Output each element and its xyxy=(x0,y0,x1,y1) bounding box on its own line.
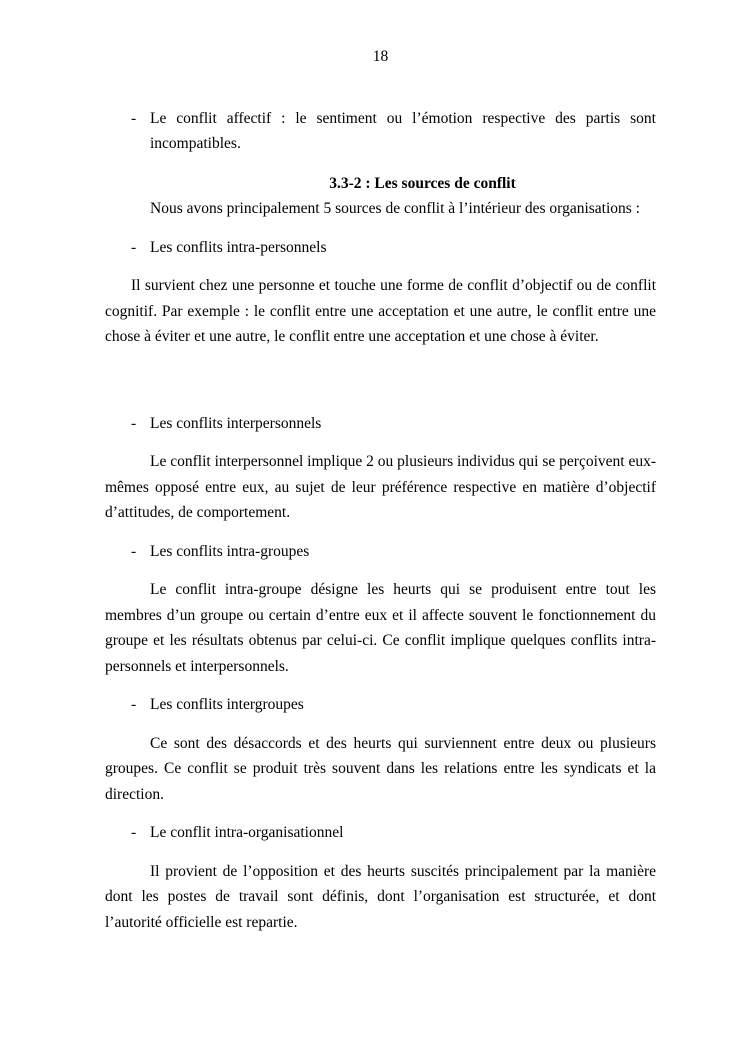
intro-sentence: Nous avons principalement 5 sources de conflit à l’intérieur des organisations : xyxy=(150,200,640,217)
bullet-item-intra-organisationnel xyxy=(105,820,656,846)
bullet-title: Les conflits intra-personnels xyxy=(150,238,327,256)
paragraph-intra-groupes: Le conflit intra-groupe désigne les heurts qui se produisent entre tout les membres d’un groupe ou certain d’entre eux et il affecte souvent le fonctionnement du groupe et les résultats obtenus par celui-ci. Ce conflit implique quelques conflits intra-personnels et interpersonnels. xyxy=(105,581,656,675)
section-heading: 3.3-2 : Les sources de conflit xyxy=(329,174,516,192)
bullet-marker: - xyxy=(131,696,137,713)
paragraph-intergroupes: Ce sont des désaccords et des heurts qui surviennent entre deux ou plusieurs groupes. Ce conflit se produit très souvent dans les relations entre les syndicats et la direction. xyxy=(105,734,656,803)
bullet-marker: - xyxy=(131,238,137,256)
bullet-title: Les conflits intergroupes xyxy=(150,696,304,713)
bullet-title: Les conflits intra-groupes xyxy=(150,542,310,560)
lead-bullet-item xyxy=(105,106,656,157)
bullet-title: Le conflit intra-organisationnel xyxy=(150,824,344,841)
paragraph-intra-personnels: Il survient chez une personne et touche une forme de conflit d’objectif ou de conflit cognitif. Par exemple : le conflit entre une acceptation et une autre, le conflit entre une chose à éviter et une autre, le conflit entre une acceptation et une chose à éviter. xyxy=(105,277,656,345)
bullet-item-intergroupes xyxy=(105,692,656,718)
bullet-item-interpersonnels xyxy=(105,411,656,437)
bullet-marker: - xyxy=(131,824,137,841)
bullet-item-intra-groupes xyxy=(105,539,656,565)
bullet-item-intra-personnels xyxy=(105,235,656,261)
bullet-marker: - xyxy=(131,414,137,432)
lead-bullet-text: Le conflit affectif : le sentiment ou l’émotion respective des partis sont incompatibles. xyxy=(150,109,656,152)
bullet-marker: - xyxy=(131,542,137,560)
paragraph-intra-organisationnel: Il provient de l’opposition et des heurts suscités principalement par la manière dont les postes de travail sont définis, dont l’organisation est structurée, et dont l’autorité officielle est repartie. xyxy=(105,862,656,931)
bullet-marker: - xyxy=(131,109,137,127)
paragraph-interpersonnels: Le conflit interpersonnel implique 2 ou plusieurs individus qui se perçoivent eux-mêmes opposé entre eux, au sujet de leur préférence respective en matière d’objectif d’attitudes, de comportement. xyxy=(105,453,656,521)
page-number: 18 xyxy=(372,48,389,65)
bullet-title: Les conflits interpersonnels xyxy=(150,414,322,432)
